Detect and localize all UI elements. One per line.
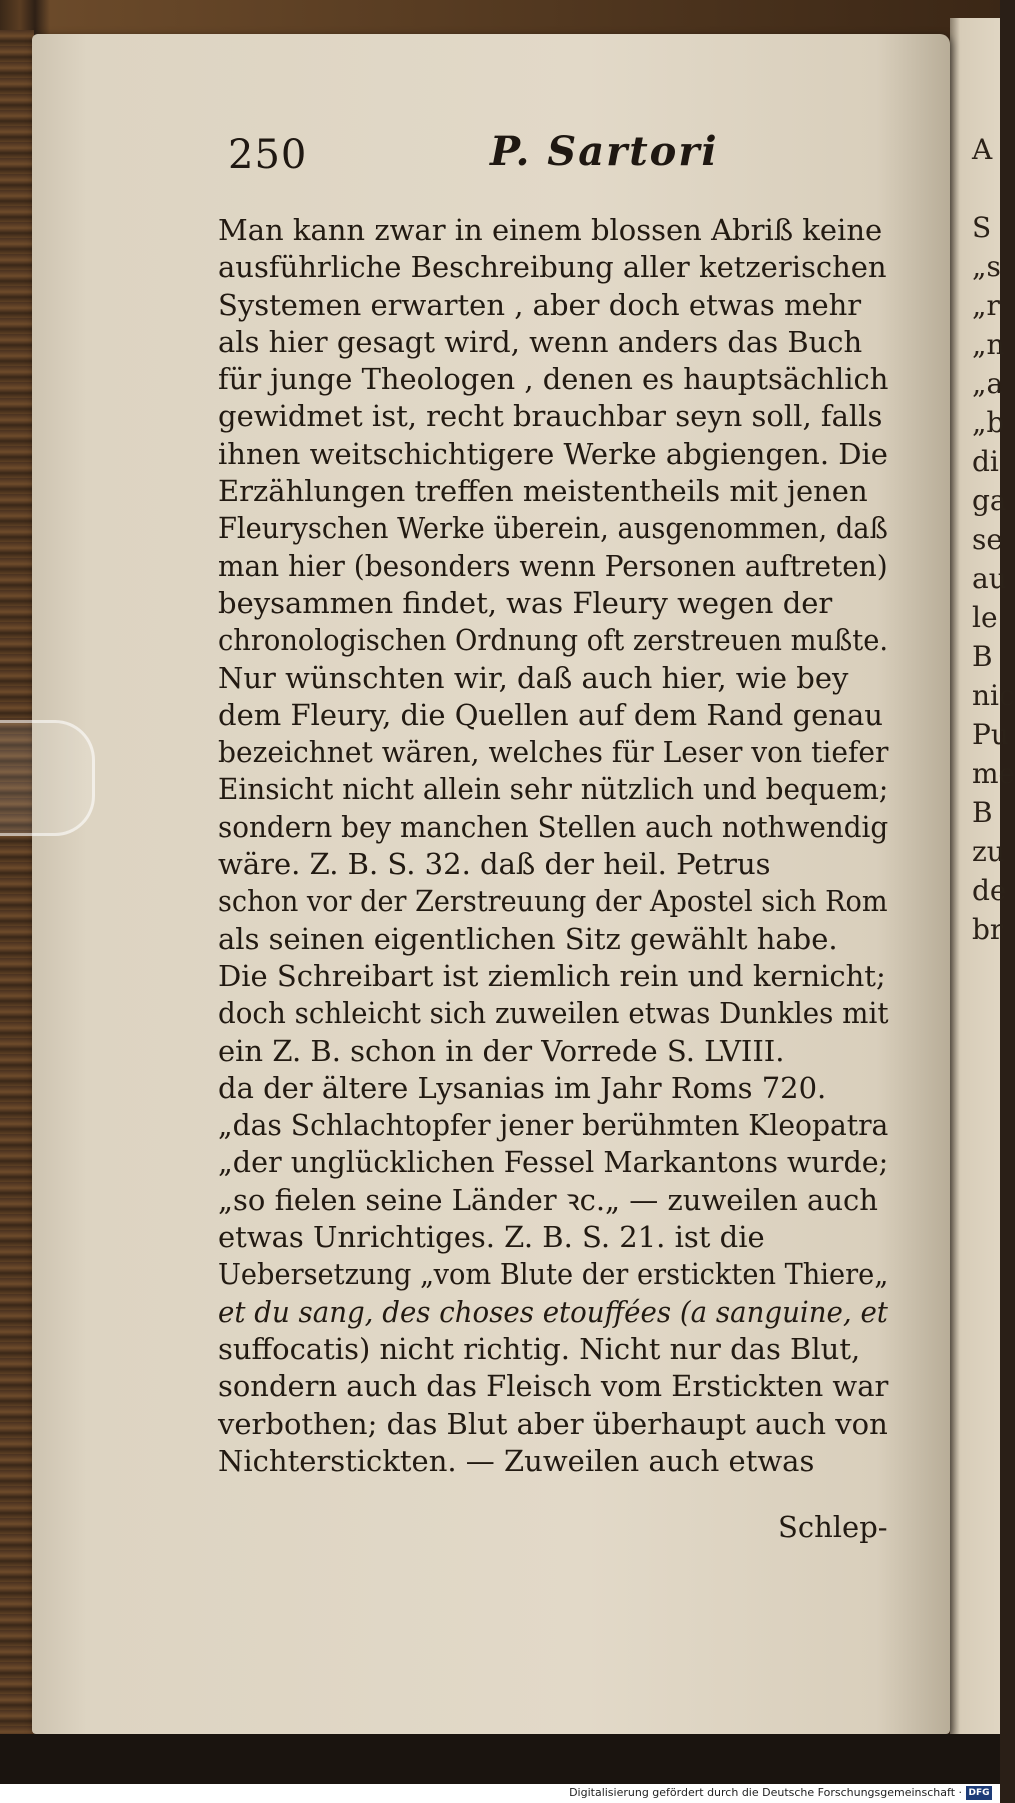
facing-page-fragment: au <box>972 562 1007 595</box>
catchword: Schlep- <box>778 1510 888 1544</box>
text-line: Erzählungen treffen meistentheils mit jenen <box>218 474 868 509</box>
page-clip-shadow <box>0 720 95 836</box>
page-number: 250 <box>228 132 308 178</box>
body-text <box>218 212 888 1480</box>
text-line: „das Schlachtopfer jener berühmten Kleopatra <box>218 1108 889 1143</box>
text-line: sondern bey manchen Stellen auch nothwendig <box>218 809 889 844</box>
text-line: Man kann zwar in einem blossen Abriß keine <box>218 213 883 247</box>
facing-page-fragment: nic <box>972 679 1015 712</box>
facing-page-fragment: di <box>972 445 999 478</box>
text-line: et du sang, des choses etouffées (a sanguine, et <box>218 1294 888 1329</box>
facing-page-fragment: B <box>972 640 993 673</box>
text-line: ihnen weitschichtigere Werke abgiengen. Die <box>218 436 888 471</box>
footer-credit: Digitalisierung gefördert durch die Deutsche Forschungsgemeinschaft · <box>569 1786 962 1799</box>
text-line: für junge Theologen , denen es hauptsächlich <box>218 362 889 397</box>
text-line: Nichterstickten. — Zuweilen auch etwas <box>218 1443 815 1478</box>
footer-bar <box>0 1784 1000 1803</box>
facing-page-fragment <box>972 177 1000 201</box>
dfg-logo: DFG <box>966 1786 992 1800</box>
text-line: doch schleicht sich zuweilen etwas Dunkles mit <box>218 996 889 1031</box>
text-line: ausführliche Beschreibung aller ketzerischen <box>218 250 887 285</box>
facing-page-fragment: „r <box>972 289 1000 322</box>
facing-page-fragment: „a <box>972 367 1004 400</box>
facing-page-fragment: zu <box>972 835 1005 868</box>
page-header <box>228 128 928 188</box>
facing-page-fragment: de <box>972 874 1007 907</box>
facing-page-fragment: A <box>972 133 993 166</box>
text-line: Systemen erwarten , aber doch etwas mehr <box>218 287 862 322</box>
facing-page-fragment: B <box>972 796 993 829</box>
text-line: etwas Unrichtiges. Z. B. S. 21. ist die <box>218 1220 765 1255</box>
text-line: Uebersetzung „vom Blute der erstickten Thiere„ <box>218 1257 889 1292</box>
text-line: chronologischen Ordnung oft zerstreuen mußte. <box>218 623 889 658</box>
facing-page-fragment: br <box>972 913 1004 946</box>
text-line: wäre. Z. B. S. 32. daß der heil. Petrus <box>218 847 771 882</box>
text-line: beysammen findet, was Fleury wegen der <box>218 585 833 620</box>
text-line: man hier (besonders wenn Personen auftreten) <box>218 548 888 583</box>
facing-page-fragment: Pu <box>972 718 1009 751</box>
text-line: Einsicht nicht allein sehr nützlich und bequem; <box>218 772 889 807</box>
text-line: sondern auch das Fleisch vom Erstickten war <box>218 1369 889 1404</box>
text-line: verbothen; das Blut aber überhaupt auch von <box>218 1406 888 1441</box>
facing-page-fragment: ga <box>972 484 1007 517</box>
text-line: „der unglücklichen Fessel Markantons wurde; <box>218 1145 889 1180</box>
text-line: bezeichnet wären, welches für Leser von tiefer <box>218 735 889 770</box>
text-line: als seinen eigentlichen Sitz gewählt habe. <box>218 921 838 956</box>
text-line: Fleuryschen Werke überein, ausgenommen, daß <box>218 511 888 546</box>
text-line: „so fielen seine Länder ꝛc.„ — zuweilen auch <box>218 1182 878 1217</box>
text-line: suffocatis) nicht richtig. Nicht nur das Blut, <box>218 1331 861 1366</box>
text-line: gewidmet ist, recht brauchbar seyn soll, falls <box>218 399 883 434</box>
facing-page-fragment: „s <box>972 250 1001 283</box>
text-line: als hier gesagt wird, wenn anders das Buch <box>218 324 863 359</box>
facing-page-fragment: me <box>972 757 1015 790</box>
facing-page-fragment: S <box>972 211 992 244</box>
facing-page-fragment: „n <box>972 328 1005 361</box>
book-edge <box>0 30 34 1750</box>
text-line: da der ältere Lysanias im Jahr Roms 720. <box>218 1070 827 1105</box>
text-line: dem Fleury, die Quellen auf dem Rand genau <box>218 697 883 732</box>
facing-page-fragment: le <box>972 601 998 634</box>
text-line: Die Schreibart ist ziemlich rein und kernicht; <box>218 958 886 993</box>
text-line: schon vor der Zerstreuung der Apostel sich Rom <box>218 884 888 919</box>
text-line: ein Z. B. schon in der Vorrede S. LVIII. <box>218 1033 785 1068</box>
facing-page-edge <box>950 18 1015 1738</box>
scan-bottom <box>0 1734 1000 1784</box>
facing-page-fragment: „b <box>972 406 1005 439</box>
running-title: P. Sartori <box>490 128 719 175</box>
facing-page-fragment: se <box>972 523 1003 556</box>
text-line: Nur wünschten wir, daß auch hier, wie bey <box>218 660 849 695</box>
